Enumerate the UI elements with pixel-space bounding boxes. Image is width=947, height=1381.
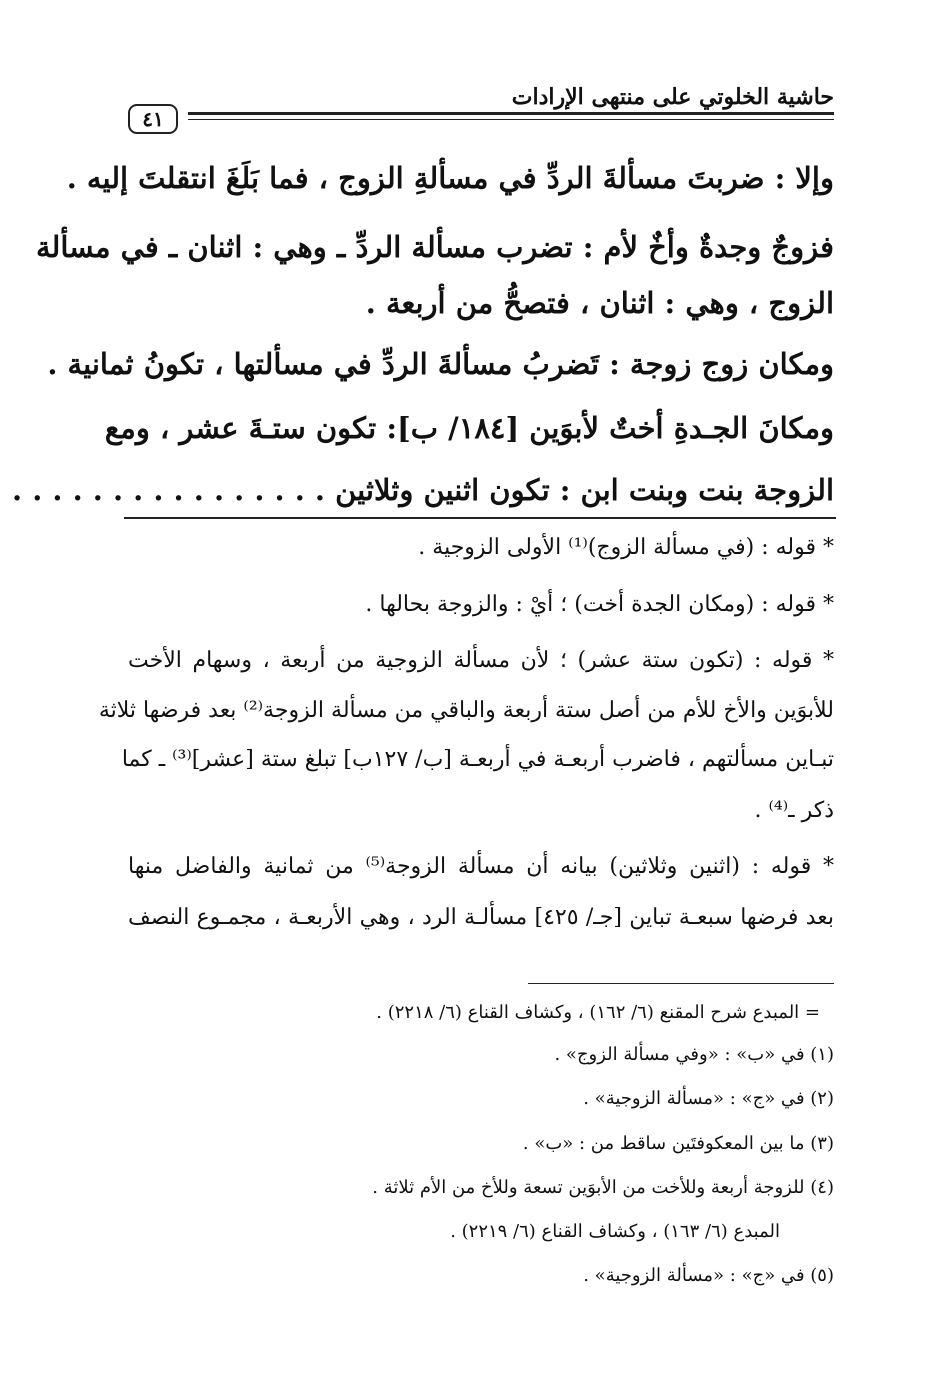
commentary-line: * قوله : (ومكان الجدة أخت) ؛ أيْ : والزوجة بحالها .	[365, 592, 834, 617]
commentary-line: * قوله : (في مسألة الزوج)⁽¹⁾ الأولى الزوجية .	[418, 535, 834, 560]
commentary-line: للأبوَين والأخ للأم من أصل ستة أربعة والباقي من مسألة الزوجة⁽²⁾ بعد فرضها ثلاثة	[98, 698, 834, 723]
commentary-line: تبـاين مسألتهم ، فاضرب أربعـة في أربعـة [ب/ ١٢٧ب] تبلغ ستة [عشر]⁽³⁾ ـ كما	[121, 747, 834, 772]
main-line: الزوج ، وهي : اثنان ، فتصحُّ من أربعة .	[365, 286, 834, 320]
header-rule-thin	[188, 119, 834, 120]
page-number: ٤١	[128, 104, 178, 134]
footnote-line: (٣) ما بين المعكوفتَين ساقط من : «ب» .	[522, 1133, 834, 1154]
book-title: حاشية الخلوتي على منتهى الإرادات	[511, 84, 834, 110]
commentary-line: * قوله : (اثنين وثلاثين) بيانه أن مسألة الزوجة⁽⁵⁾ من ثمانية والفاضل منها	[128, 854, 834, 879]
header-rule	[188, 112, 834, 115]
main-line: الزوجة بنت وبنت ابن : تكون اثنين وثلاثين . . . . . . . . . . . . . . . .	[12, 473, 834, 507]
commentary-line: بعد فرضها سبعـة تباين [جـ/ ٤٢٥] مسألـة الرد ، وهي الأربعـة ، مجمـوع النصف	[128, 905, 834, 930]
footnote-line: (٢) في «ج» : «مسألة الزوجية» .	[583, 1088, 834, 1109]
main-line: ومكانَ الجـدةِ أختٌ لأبوَين [١٨٤/ ب]: تكون ستـةَ عشر ، ومع	[104, 411, 834, 445]
main-line: ومكان زوج زوجة : تَضربُ مسألةَ الردِّ في مسألتها ، تكونُ ثمانية .	[47, 347, 834, 381]
footnote-line: (١) في «ب» : «وفي مسألة الزوج» .	[554, 1044, 834, 1065]
main-line: فزوجٌ وجدةٌ وأخٌ لأم : تضرب مسألة الردِّ ـ وهي : اثنان ـ في مسألة	[35, 230, 834, 264]
footnote-line: (٥) في «ج» : «مسألة الزوجية» .	[583, 1265, 834, 1286]
footnote-line: = المبدع شرح المقنع (٦/ ١٦٢) ، وكشاف القناع (٦/ ٢٢١٨) .	[376, 1002, 820, 1023]
main-line: وإلا : ضربتَ مسألةَ الردِّ في مسألةِ الزوج ، فما بَلَغَ انتقلتَ إليه .	[66, 161, 834, 195]
commentary-line: * قوله : (تكون ستة عشر) ؛ لأن مسألة الزوجية من أربعة ، وسهام الأخت	[128, 648, 834, 673]
footnote-line: المبدع (٦/ ١٦٣) ، وكشاف القناع (٦/ ٢٢١٩) .	[450, 1221, 780, 1242]
commentary-line: ذكر ـ⁽⁴⁾ .	[754, 798, 834, 823]
text-divider	[124, 517, 836, 519]
footnote-rule	[528, 983, 834, 984]
footnote-line: (٤) للزوجة أربعة وللأخت من الأبوَين تسعة وللأخ من الأم ثلاثة .	[372, 1177, 834, 1198]
page-header	[128, 82, 834, 142]
